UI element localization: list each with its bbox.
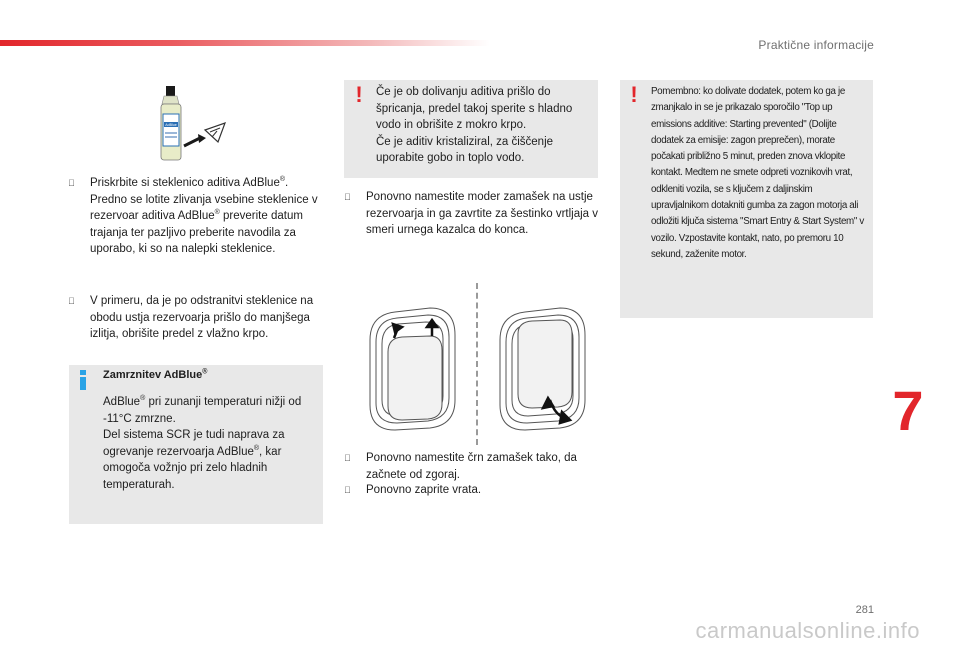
bullet-refit-black-cap-text: Ponovno namestite črn zamašek tako, da začnete od zgoraj. <box>366 452 577 481</box>
bullet-arrow-icon <box>344 189 351 206</box>
bullet-arrow-icon <box>344 482 351 499</box>
info-box-body <box>103 394 303 493</box>
registered-mark: ® <box>214 209 220 217</box>
bullet-arrow-icon <box>344 450 351 467</box>
bullet-close-door <box>344 482 598 499</box>
adblue-bottle-illustration <box>150 80 250 170</box>
bullet-wipe-spill <box>68 293 324 343</box>
bullet-get-bottle <box>68 175 324 258</box>
warning-splash-p1: Če je ob dolivanju aditiva prišlo do špricanja, predel takoj sperite s hladno vodo in obrišite z mokro krpo. <box>376 86 573 131</box>
bullet-wipe-spill-text: V primeru, da je po odstranitvi steklenice na obodu ustja rezervoarja prišlo do manjšega izlitja, obrišite predel z vlažno krpo. <box>90 295 314 340</box>
bullet-get-bottle-text-3: preverite datum trajanja ter pazljivo preberite navodila za uporabo, ki so na nalepki steklenice. <box>90 210 303 255</box>
registered-mark: ® <box>253 444 260 452</box>
info-p2-end: , kar omogoča vožnjo pri zelo hladnih temperaturah. <box>103 445 282 491</box>
bullet-refit-black-cap <box>344 450 598 483</box>
header-accent-bar <box>0 40 490 46</box>
bullet-close-door-text: Ponovno zaprite vrata. <box>366 484 482 496</box>
info-icon <box>79 370 87 390</box>
bullet-refit-blue-cap-text: Ponovno namestite moder zamašek na ustje rezervoarja in ga zavrtite za šestinko vrtljaja v smeri urnega kazalca do konca. <box>366 191 599 236</box>
registered-mark: ® <box>279 176 286 184</box>
bottle-label: AdBlue <box>165 123 177 127</box>
info-p2-start: Del sistema SCR je tudi naprava za ogrevanje rezervoarja AdBlue <box>103 429 285 458</box>
page-number: 281 <box>855 604 874 616</box>
warning-splash-p2: Če je aditiv kristaliziral, za čiščenje uporabite gobo in toplo vodo. <box>376 135 554 164</box>
cap-refit-illustration <box>360 300 590 440</box>
bullet-get-bottle-text-end: . <box>285 177 289 189</box>
info-box-title-text: Zamrznitev AdBlue <box>103 369 203 381</box>
bullet-get-bottle-text-2: Predno se lotite zlivanja vsebine steklenice v rezervoar aditiva AdBlue <box>90 193 318 222</box>
exclamation-icon: ! <box>355 82 363 107</box>
registered-mark: ® <box>202 368 208 376</box>
bullet-arrow-icon <box>68 175 75 192</box>
watermark: carmanualsonline.info <box>695 618 920 643</box>
warning-box-splash-body <box>376 84 590 167</box>
chapter-number: 7 <box>892 379 924 442</box>
section-title: Praktične informacije <box>758 38 874 52</box>
bullet-arrow-icon <box>68 293 75 310</box>
info-box-title <box>103 369 207 381</box>
warning-box-restart-body: Pomembno: ko dolivate dodatek, potem ko ga je zmanjkalo in se je prikazalo sporočilo "Top up emissions additive: Starting prevented" (Dolijte dodatek za emisije: zagon preprečen), morate počakati približno 5 minut, preden znova vklopite kontakt. Medtem ne smete odpreti voznikovih vrat, odkleniti vozila, se s ključem z daljinskim upravljalnikom dotakniti gumba za zagon motorja ali odložiti ključa sistema "Smart Entry & Start System" v vozilo. Vzpostavite kontakt, nato, po premoru 10 sekund, zaženite motor. <box>651 86 864 260</box>
registered-mark: ® <box>140 395 146 403</box>
exclamation-icon: ! <box>630 82 638 107</box>
info-p1-start: AdBlue <box>103 396 141 408</box>
info-p1-end: pri zunanji temperaturi nižji od -11°C zmrzne. <box>103 396 302 425</box>
bullet-get-bottle-text-1: Priskrbite si steklenico aditiva AdBlue <box>90 177 280 189</box>
bullet-refit-blue-cap <box>344 189 598 239</box>
